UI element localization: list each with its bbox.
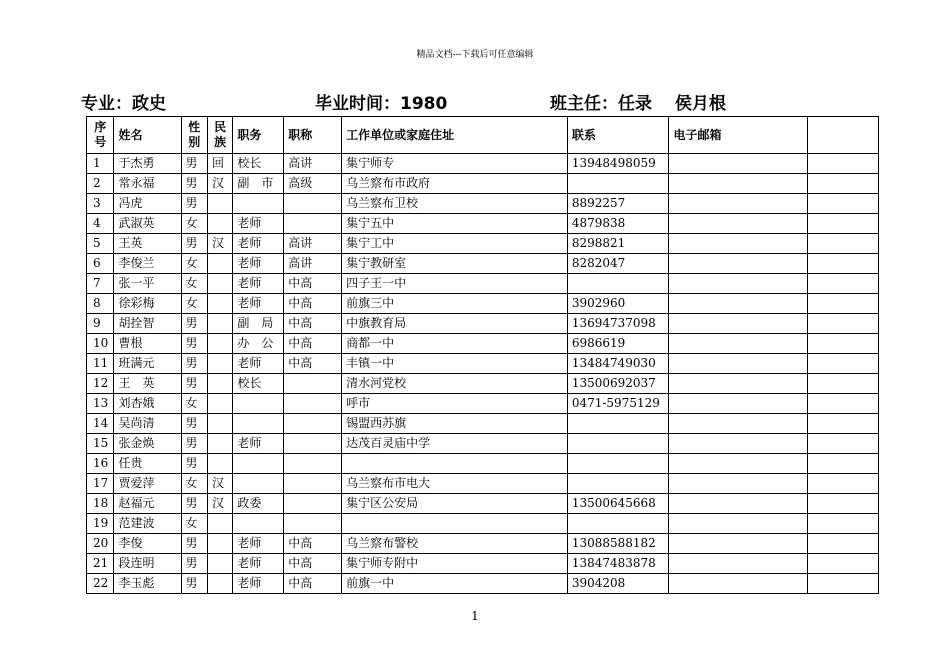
cell-contact — [567, 434, 669, 454]
table-row — [87, 374, 879, 394]
cell-position: 老师 — [233, 294, 284, 314]
cell-position: 副 市 — [233, 174, 284, 194]
col-header-ethnicity: 民族 — [207, 117, 232, 154]
cell-name: 曹根 — [114, 334, 181, 354]
cell-ethnicity — [207, 574, 232, 594]
cell-name: 李俊 — [114, 534, 181, 554]
cell-address: 集宁区公安局 — [342, 494, 568, 514]
table-row — [87, 254, 879, 274]
cell-contact: 3904208 — [567, 574, 669, 594]
cell-position — [233, 474, 284, 494]
cell-contact — [567, 454, 669, 474]
cell-title: 中高 — [284, 354, 342, 374]
table-row — [87, 334, 879, 354]
cell-address: 乌兰察布市政府 — [342, 174, 568, 194]
cell-contact: 0471-5975129 — [567, 394, 669, 414]
cell-address: 集宁工中 — [342, 234, 568, 254]
cell-position: 老师 — [233, 254, 284, 274]
cell-extra — [807, 254, 878, 274]
cell-gender: 男 — [181, 414, 207, 434]
cell-extra — [807, 474, 878, 494]
cell-position — [233, 514, 284, 534]
cell-title — [284, 194, 342, 214]
cell-title — [284, 454, 342, 474]
cell-gender: 男 — [181, 354, 207, 374]
table-row — [87, 554, 879, 574]
table-row — [87, 514, 879, 534]
cell-extra — [807, 554, 878, 574]
col-header-address: 工作单位或家庭住址 — [342, 117, 568, 154]
cell-title — [284, 474, 342, 494]
cell-email — [669, 294, 807, 314]
cell-extra — [807, 514, 878, 534]
cell-name: 王英 — [114, 234, 181, 254]
cell-email — [669, 234, 807, 254]
cell-gender: 男 — [181, 534, 207, 554]
cell-ethnicity — [207, 434, 232, 454]
cell-email — [669, 494, 807, 514]
cell-position: 老师 — [233, 434, 284, 454]
cell-extra — [807, 314, 878, 334]
cell-ethnicity: 汉 — [207, 494, 232, 514]
cell-address — [342, 514, 568, 534]
cell-gender: 女 — [181, 514, 207, 534]
cell-index: 5 — [87, 234, 114, 254]
table-row — [87, 414, 879, 434]
cell-contact: 13948498059 — [567, 154, 669, 174]
table-row — [87, 194, 879, 214]
cell-index: 21 — [87, 554, 114, 574]
cell-title: 中高 — [284, 554, 342, 574]
cell-name: 冯虎 — [114, 194, 181, 214]
cell-title: 高级 — [284, 174, 342, 194]
table-row — [87, 274, 879, 294]
cell-email — [669, 414, 807, 434]
cell-title — [284, 394, 342, 414]
cell-title: 高讲 — [284, 254, 342, 274]
cell-title: 高讲 — [284, 154, 342, 174]
col-header-title: 职称 — [284, 117, 342, 154]
cell-title — [284, 214, 342, 234]
cell-ethnicity — [207, 514, 232, 534]
cell-address: 乌兰察布市电大 — [342, 474, 568, 494]
cell-address: 清水河党校 — [342, 374, 568, 394]
cell-gender: 女 — [181, 214, 207, 234]
cell-gender: 女 — [181, 254, 207, 274]
cell-ethnicity — [207, 394, 232, 414]
cell-position — [233, 454, 284, 474]
cell-extra — [807, 434, 878, 454]
cell-ethnicity — [207, 354, 232, 374]
cell-gender: 女 — [181, 474, 207, 494]
cell-index: 9 — [87, 314, 114, 334]
cell-name: 刘杏娥 — [114, 394, 181, 414]
cell-position: 老师 — [233, 274, 284, 294]
cell-name: 张金焕 — [114, 434, 181, 454]
graduation-time-label: 毕业时间：1980 — [315, 94, 448, 114]
cell-contact: 13500692037 — [567, 374, 669, 394]
cell-index: 2 — [87, 174, 114, 194]
cell-title: 高讲 — [284, 234, 342, 254]
cell-email — [669, 314, 807, 334]
cell-ethnicity — [207, 454, 232, 474]
cell-address: 集宁五中 — [342, 214, 568, 234]
cell-name: 徐彩梅 — [114, 294, 181, 314]
cell-contact: 4879838 — [567, 214, 669, 234]
col-header-gender: 性别 — [181, 117, 207, 154]
cell-address: 四子王一中 — [342, 274, 568, 294]
cell-extra — [807, 574, 878, 594]
cell-gender: 男 — [181, 494, 207, 514]
table-row — [87, 474, 879, 494]
cell-address — [342, 454, 568, 474]
cell-address: 集宁教研室 — [342, 254, 568, 274]
table-row — [87, 534, 879, 554]
cell-name: 贾爱萍 — [114, 474, 181, 494]
cell-extra — [807, 334, 878, 354]
cell-name: 范建波 — [114, 514, 181, 534]
cell-index: 6 — [87, 254, 114, 274]
cell-name: 张一平 — [114, 274, 181, 294]
cell-index: 15 — [87, 434, 114, 454]
cell-index: 18 — [87, 494, 114, 514]
cell-ethnicity: 汉 — [207, 174, 232, 194]
cell-email — [669, 394, 807, 414]
cell-email — [669, 174, 807, 194]
cell-position: 老师 — [233, 214, 284, 234]
cell-ethnicity — [207, 554, 232, 574]
cell-address: 中旗教育局 — [342, 314, 568, 334]
col-header-extra — [807, 117, 878, 154]
cell-index: 1 — [87, 154, 114, 174]
cell-index: 3 — [87, 194, 114, 214]
cell-position: 老师 — [233, 554, 284, 574]
cell-ethnicity: 回 — [207, 154, 232, 174]
cell-name: 王 英 — [114, 374, 181, 394]
table-row — [87, 294, 879, 314]
cell-address: 前旗一中 — [342, 574, 568, 594]
cell-position: 校长 — [233, 374, 284, 394]
cell-extra — [807, 394, 878, 414]
cell-contact: 3902960 — [567, 294, 669, 314]
cell-contact — [567, 274, 669, 294]
cell-email — [669, 514, 807, 534]
cell-ethnicity — [207, 414, 232, 434]
table-row — [87, 234, 879, 254]
cell-index: 20 — [87, 534, 114, 554]
cell-position: 政委 — [233, 494, 284, 514]
cell-contact: 13088588182 — [567, 534, 669, 554]
cell-address: 前旗三中 — [342, 294, 568, 314]
table-row — [87, 174, 879, 194]
cell-contact: 13484749030 — [567, 354, 669, 374]
cell-extra — [807, 414, 878, 434]
cell-name: 李俊兰 — [114, 254, 181, 274]
table-row — [87, 214, 879, 234]
cell-index: 12 — [87, 374, 114, 394]
col-header-contact: 联系 — [567, 117, 669, 154]
page-number: 1 — [471, 609, 479, 623]
cell-gender: 女 — [181, 294, 207, 314]
cell-position: 老师 — [233, 534, 284, 554]
document-header — [81, 89, 881, 113]
cell-extra — [807, 194, 878, 214]
cell-contact — [567, 414, 669, 434]
cell-extra — [807, 154, 878, 174]
cell-name: 李玉彪 — [114, 574, 181, 594]
cell-address: 丰镇一中 — [342, 354, 568, 374]
cell-email — [669, 194, 807, 214]
cell-email — [669, 454, 807, 474]
cell-title: 中高 — [284, 534, 342, 554]
cell-ethnicity — [207, 334, 232, 354]
cell-contact: 13847483878 — [567, 554, 669, 574]
cell-extra — [807, 494, 878, 514]
cell-gender: 男 — [181, 154, 207, 174]
cell-contact: 8298821 — [567, 234, 669, 254]
cell-index: 10 — [87, 334, 114, 354]
cell-gender: 男 — [181, 574, 207, 594]
cell-contact: 6986619 — [567, 334, 669, 354]
cell-title: 中高 — [284, 314, 342, 334]
cell-address: 集宁师专 — [342, 154, 568, 174]
cell-extra — [807, 454, 878, 474]
cell-email — [669, 374, 807, 394]
cell-gender: 男 — [181, 334, 207, 354]
cell-ethnicity — [207, 294, 232, 314]
cell-position: 校长 — [233, 154, 284, 174]
cell-index: 16 — [87, 454, 114, 474]
cell-name: 班满元 — [114, 354, 181, 374]
major-label: 专业：政史 — [81, 94, 166, 114]
cell-index: 11 — [87, 354, 114, 374]
col-header-email: 电子邮箱 — [669, 117, 807, 154]
watermark-text: 精品文档---下载后可任意编辑 — [416, 50, 534, 60]
cell-extra — [807, 214, 878, 234]
cell-position — [233, 194, 284, 214]
alumni-table — [86, 116, 879, 594]
cell-index: 19 — [87, 514, 114, 534]
cell-name: 常永福 — [114, 174, 181, 194]
cell-title — [284, 434, 342, 454]
cell-address: 集宁师专附中 — [342, 554, 568, 574]
cell-position: 老师 — [233, 574, 284, 594]
cell-address: 商都一中 — [342, 334, 568, 354]
cell-index: 22 — [87, 574, 114, 594]
cell-index: 14 — [87, 414, 114, 434]
cell-title — [284, 514, 342, 534]
cell-ethnicity — [207, 214, 232, 234]
cell-gender: 男 — [181, 434, 207, 454]
cell-email — [669, 474, 807, 494]
cell-name: 吴尚清 — [114, 414, 181, 434]
cell-position — [233, 414, 284, 434]
cell-name: 赵福元 — [114, 494, 181, 514]
cell-title: 中高 — [284, 294, 342, 314]
cell-ethnicity — [207, 274, 232, 294]
col-header-position: 职务 — [233, 117, 284, 154]
table-header-row — [87, 117, 879, 154]
cell-name: 胡拴智 — [114, 314, 181, 334]
cell-ethnicity — [207, 314, 232, 334]
cell-contact — [567, 474, 669, 494]
table-row — [87, 154, 879, 174]
cell-ethnicity — [207, 254, 232, 274]
cell-contact — [567, 514, 669, 534]
cell-address: 呼市 — [342, 394, 568, 414]
cell-address: 乌兰察布警校 — [342, 534, 568, 554]
cell-contact: 13500645668 — [567, 494, 669, 514]
cell-extra — [807, 374, 878, 394]
cell-position: 老师 — [233, 354, 284, 374]
cell-contact: 8892257 — [567, 194, 669, 214]
cell-email — [669, 274, 807, 294]
table-row — [87, 434, 879, 454]
cell-name: 段连明 — [114, 554, 181, 574]
cell-name: 武淑英 — [114, 214, 181, 234]
cell-ethnicity: 汉 — [207, 234, 232, 254]
cell-name: 任贵 — [114, 454, 181, 474]
class-teacher-label: 班主任：任录 侯月根 — [550, 94, 726, 114]
cell-gender: 女 — [181, 274, 207, 294]
cell-email — [669, 574, 807, 594]
cell-address: 锡盟西苏旗 — [342, 414, 568, 434]
cell-email — [669, 354, 807, 374]
cell-email — [669, 434, 807, 454]
cell-address: 达茂百灵庙中学 — [342, 434, 568, 454]
cell-gender: 男 — [181, 554, 207, 574]
table-row — [87, 494, 879, 514]
cell-title: 中高 — [284, 274, 342, 294]
cell-position: 办 公 — [233, 334, 284, 354]
cell-email — [669, 154, 807, 174]
cell-ethnicity — [207, 374, 232, 394]
cell-extra — [807, 174, 878, 194]
cell-position — [233, 394, 284, 414]
cell-email — [669, 214, 807, 234]
cell-extra — [807, 294, 878, 314]
cell-address: 乌兰察布卫校 — [342, 194, 568, 214]
cell-ethnicity — [207, 534, 232, 554]
cell-email — [669, 554, 807, 574]
table-row — [87, 354, 879, 374]
cell-position: 副 局 — [233, 314, 284, 334]
cell-title — [284, 374, 342, 394]
cell-email — [669, 534, 807, 554]
cell-title: 中高 — [284, 574, 342, 594]
cell-index: 7 — [87, 274, 114, 294]
cell-gender: 男 — [181, 174, 207, 194]
table-row — [87, 574, 879, 594]
cell-ethnicity — [207, 194, 232, 214]
table-row — [87, 394, 879, 414]
col-header-index: 序号 — [87, 117, 114, 154]
cell-gender: 男 — [181, 314, 207, 334]
cell-name: 于杰勇 — [114, 154, 181, 174]
cell-title — [284, 414, 342, 434]
cell-ethnicity: 汉 — [207, 474, 232, 494]
table-row — [87, 314, 879, 334]
cell-email — [669, 254, 807, 274]
cell-gender: 女 — [181, 394, 207, 414]
cell-extra — [807, 354, 878, 374]
cell-position: 老师 — [233, 234, 284, 254]
col-header-name: 姓名 — [114, 117, 181, 154]
cell-extra — [807, 274, 878, 294]
cell-title — [284, 494, 342, 514]
cell-title: 中高 — [284, 334, 342, 354]
cell-extra — [807, 534, 878, 554]
cell-gender: 男 — [181, 234, 207, 254]
cell-index: 4 — [87, 214, 114, 234]
cell-index: 8 — [87, 294, 114, 314]
cell-index: 13 — [87, 394, 114, 414]
cell-email — [669, 334, 807, 354]
table-row — [87, 454, 879, 474]
cell-gender: 男 — [181, 194, 207, 214]
cell-contact: 13694737098 — [567, 314, 669, 334]
cell-gender: 男 — [181, 374, 207, 394]
cell-index: 17 — [87, 474, 114, 494]
cell-contact: 8282047 — [567, 254, 669, 274]
cell-gender: 男 — [181, 454, 207, 474]
cell-contact — [567, 174, 669, 194]
cell-extra — [807, 234, 878, 254]
